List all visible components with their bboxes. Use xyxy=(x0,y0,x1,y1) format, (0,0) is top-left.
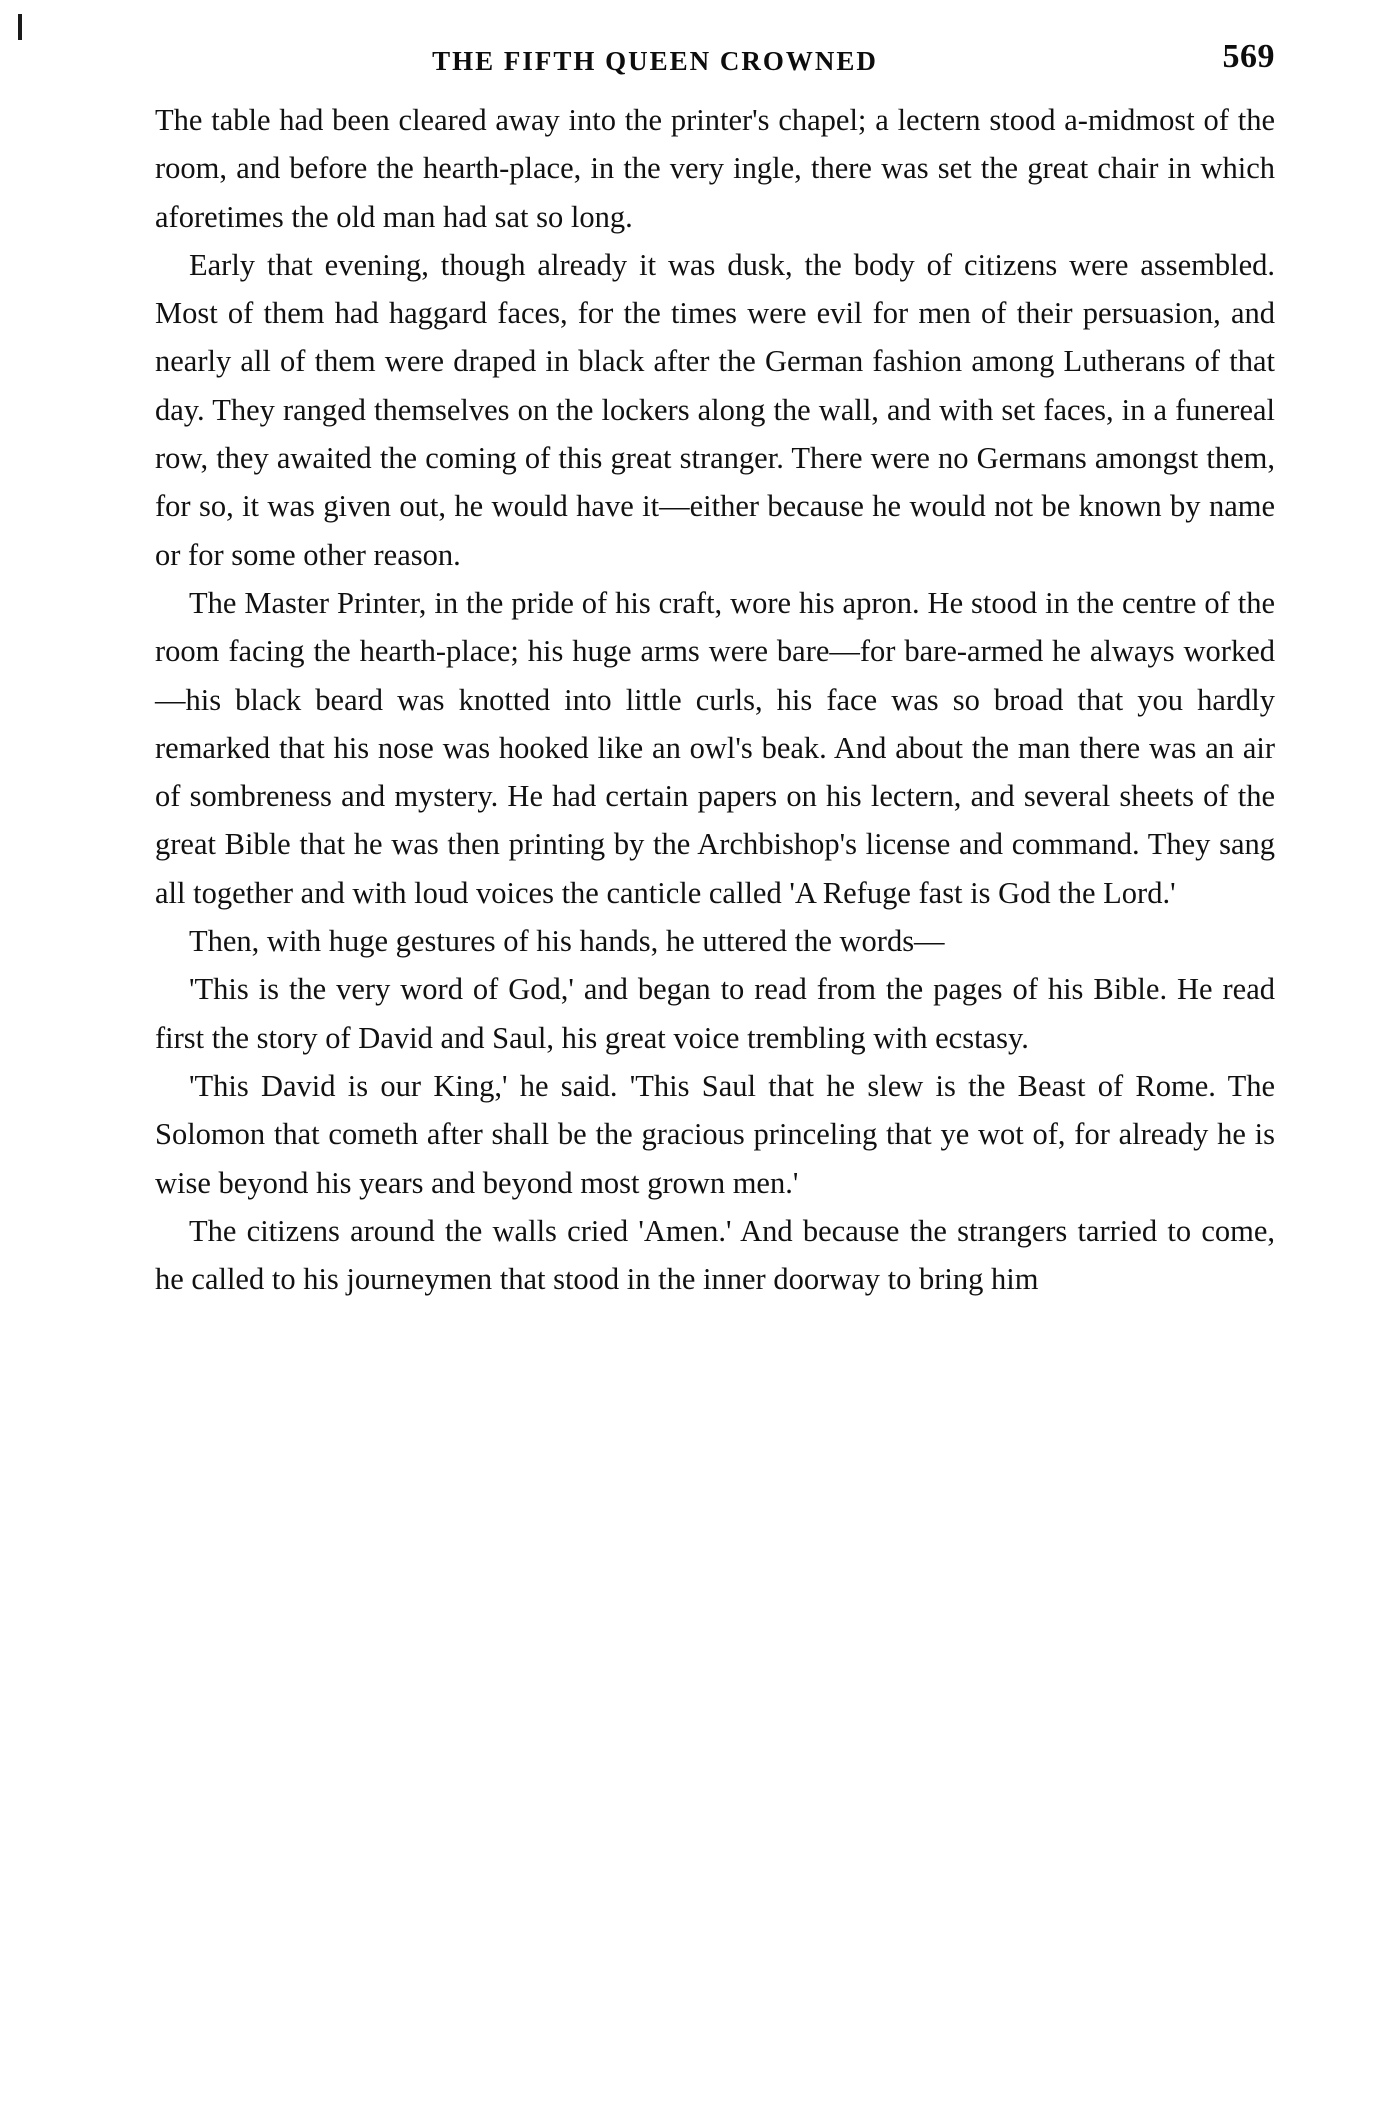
paragraph: 'This is the very word of God,' and began to read from the pages of his Bible. He read first the story of David and Saul, his great voice trembling with ecstasy. xyxy=(155,972,1275,1055)
paragraph: The Master Printer, in the pride of his craft, wore his apron. He stood in the centre of the room facing the hearth-place; his huge arms were bare—for bare-armed he always worked—his black beard was knotted into little curls, his face was so broad that you hardly remarked that his nose was hooked like an owl's beak. And about the man there was an air of sombreness and mystery. He had certain papers on his lectern, and several sheets of the great Bible that he was then printing by the Archbishop's license and command. They sang all together and with loud voices the canticle called 'A Refuge fast is God the Lord.' xyxy=(155,585,1275,910)
page-content xyxy=(155,0,1275,1303)
paragraph: 'This David is our King,' he said. 'This Saul that he slew is the Beast of Rome. The Solomon that cometh after shall be the gracious princeling that ye wot of, for already he is wise beyond his years and beyond most grown men.' xyxy=(155,1068,1275,1200)
paragraph: The table had been cleared away into the printer's chapel; a lectern stood a-midmost of the room, and before the hearth-place, in the very ingle, there was set the great chair in which aforetimes the old man had sat so long. xyxy=(155,103,1275,234)
paragraph: Then, with huge gestures of his hands, he uttered the words— xyxy=(189,924,945,959)
running-head: THE FIFTH QUEEN CROWNED xyxy=(432,46,878,76)
page-edge-mark xyxy=(18,14,22,40)
page-number: 569 xyxy=(1222,38,1275,75)
paragraph: The citizens around the walls cried 'Amen.' And because the strangers tarried to come, he called to his journeymen that stood in the inner doorway to bring him xyxy=(155,1213,1275,1297)
page-header xyxy=(155,0,1275,96)
paragraph: Early that evening, though already it was dusk, the body of citizens were assembled. Most of them had haggard faces, for the times were evil for men of their persuasion, and nearly all of them were draped in black after the German fashion among Lutherans of that day. They ranged themselves on the lockers along the wall, and with set faces, in a funereal row, they awaited the coming of this great stranger. There were no Germans amongst them, for so, it was given out, he would have it—either because he would not be known by name or for some other reason. xyxy=(155,247,1275,572)
body-text xyxy=(155,96,1275,1303)
